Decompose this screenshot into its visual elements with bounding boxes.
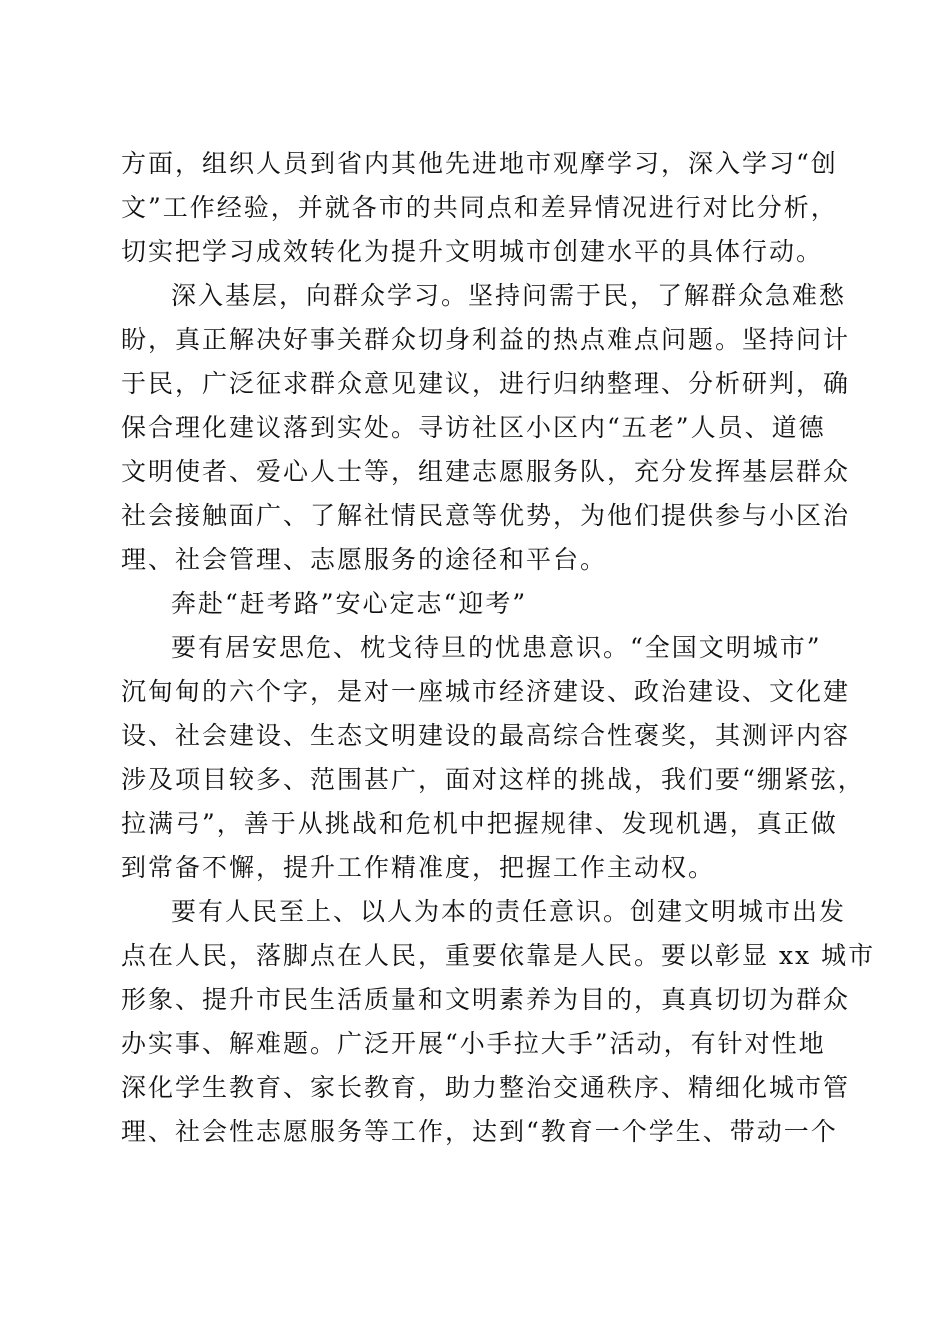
text-line: 于民，广泛征求群众意见建议，进行归纳整理、分析研判，确 — [121, 369, 851, 398]
text-line: 形象、提升市民生活质量和文明素养为目的，真真切切为群众 — [121, 985, 851, 1014]
text-line: 方面，组织人员到省内其他先进地市观摩学习，深入学习“创 — [121, 149, 838, 178]
paragraph — [121, 142, 838, 274]
text-line: 到常备不懈，提升工作精准度，把握工作主动权。 — [121, 853, 716, 882]
text-line: 设、社会建设、生态文明建设的最高综合性褒奖，其测评内容 — [121, 721, 851, 750]
text-line: 社会接触面广、了解社情民意等优势，为他们提供参与小区治 — [121, 501, 851, 530]
text-line: 保合理化建议落到实处。寻访社区小区内“五老”人员、道德 — [121, 413, 826, 442]
paragraph — [121, 626, 865, 890]
paragraph — [121, 274, 851, 582]
text-line: 理、社会管理、志愿服务的途径和平台。 — [121, 545, 608, 574]
text-line: 切实把学习成效转化为提升文明城市创建水平的具体行动。 — [121, 237, 824, 266]
text-line: 深入基层，向群众学习。坚持问需于民，了解群众急难愁 — [171, 281, 847, 310]
text-line: 拉满弓”，善于从挑战和危机中把握规律、发现机遇，真正做 — [121, 809, 838, 838]
section-heading — [121, 582, 833, 626]
paragraph — [121, 890, 876, 1154]
text-line: 要有人民至上、以人为本的责任意识。创建文明城市出发 — [171, 897, 847, 926]
text-line: 涉及项目较多、范围甚广，面对这样的挑战，我们要“绷紧弦， — [121, 765, 865, 794]
text-line: 沉甸甸的六个字，是对一座城市经济建设、政治建设、文化建 — [121, 677, 851, 706]
text-line: 盼，真正解决好事关群众切身利益的热点难点问题。坚持问计 — [121, 325, 851, 354]
text-line: 理、社会性志愿服务等工作，达到“教育一个学生、带动一个 — [121, 1117, 838, 1146]
text-line: 要有居安思危、枕戈待旦的忧患意识。“全国文明城市” — [171, 633, 822, 662]
text-line: 奔赴“赶考路”安心定志“迎考” — [171, 589, 528, 618]
text-line: 文明使者、爱心人士等，组建志愿服务队，充分发挥基层群众 — [121, 457, 851, 486]
text-line: 深化学生教育、家长教育，助力整治交通秩序、精细化城市管 — [121, 1073, 851, 1102]
text-line: 文”工作经验，并就各市的共同点和差异情况进行对比分析， — [121, 193, 838, 222]
text-line: 办实事、解难题。广泛开展“小手拉大手”活动，有针对性地 — [121, 1029, 826, 1058]
document-body — [121, 142, 876, 1154]
text-line: 点在人民，落脚点在人民，重要依靠是人民。要以彰显 xx 城市 — [121, 941, 876, 970]
